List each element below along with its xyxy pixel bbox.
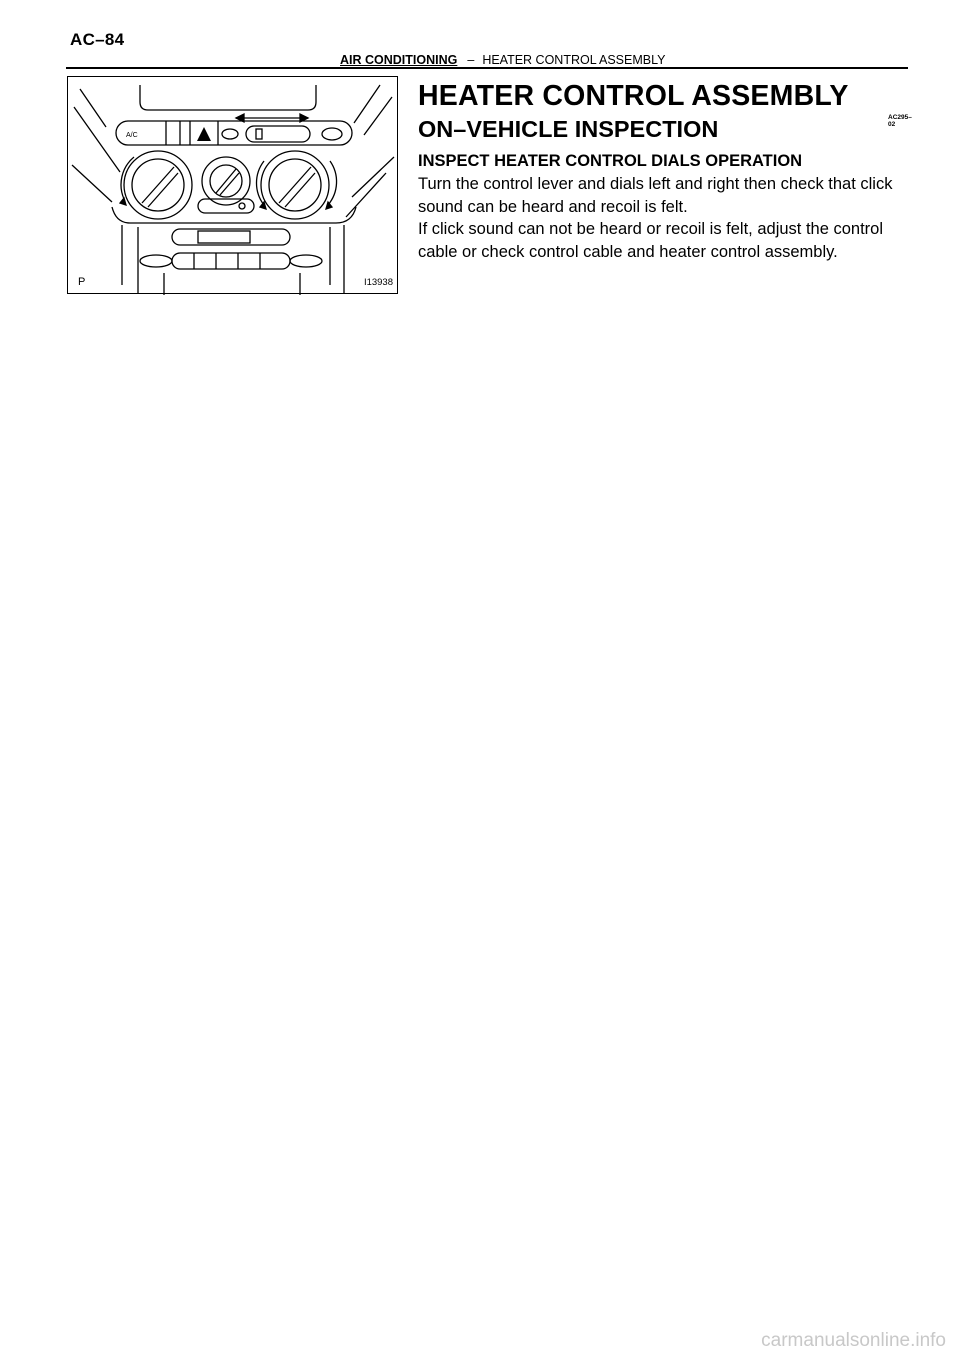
page-number: AC–84 bbox=[70, 30, 125, 49]
running-header-section: AIR CONDITIONING bbox=[340, 53, 458, 67]
running-header-subsection: HEATER CONTROL ASSEMBLY bbox=[482, 53, 666, 67]
heater-control-drawing bbox=[68, 77, 399, 295]
watermark: carmanualsonline.info bbox=[761, 1330, 946, 1351]
figure-corner-label: P bbox=[78, 276, 86, 288]
ac-button-label: A/C bbox=[126, 132, 138, 139]
dash-left-edge bbox=[72, 89, 120, 202]
page-title: HEATER CONTROL ASSEMBLY bbox=[418, 80, 849, 112]
dash-right-edge bbox=[346, 85, 394, 217]
running-header bbox=[340, 53, 665, 67]
body-text bbox=[418, 173, 914, 263]
lower-button-row bbox=[172, 253, 290, 269]
button-row-outline bbox=[116, 121, 352, 145]
hazard-triangle-icon bbox=[197, 127, 211, 141]
heater-control-illustration bbox=[67, 76, 398, 294]
paragraph-adjust-cable: If click sound can not be heard or recoil is felt, adjust the control cable or check control cable and heater control assembly. bbox=[418, 220, 883, 261]
running-header-separator: – bbox=[467, 53, 475, 67]
section-title: ON–VEHICLE INSPECTION bbox=[418, 116, 719, 142]
upper-vent-outline bbox=[140, 85, 316, 110]
doc-code: AC295–02 bbox=[888, 114, 912, 128]
figure-id: I13938 bbox=[363, 277, 393, 288]
paragraph-turn-control: Turn the control lever and dials left and right then check that click sound can be heard and recoil is felt. bbox=[418, 175, 893, 216]
header-rule bbox=[66, 67, 908, 69]
step-title: INSPECT HEATER CONTROL DIALS OPERATION bbox=[418, 152, 803, 170]
